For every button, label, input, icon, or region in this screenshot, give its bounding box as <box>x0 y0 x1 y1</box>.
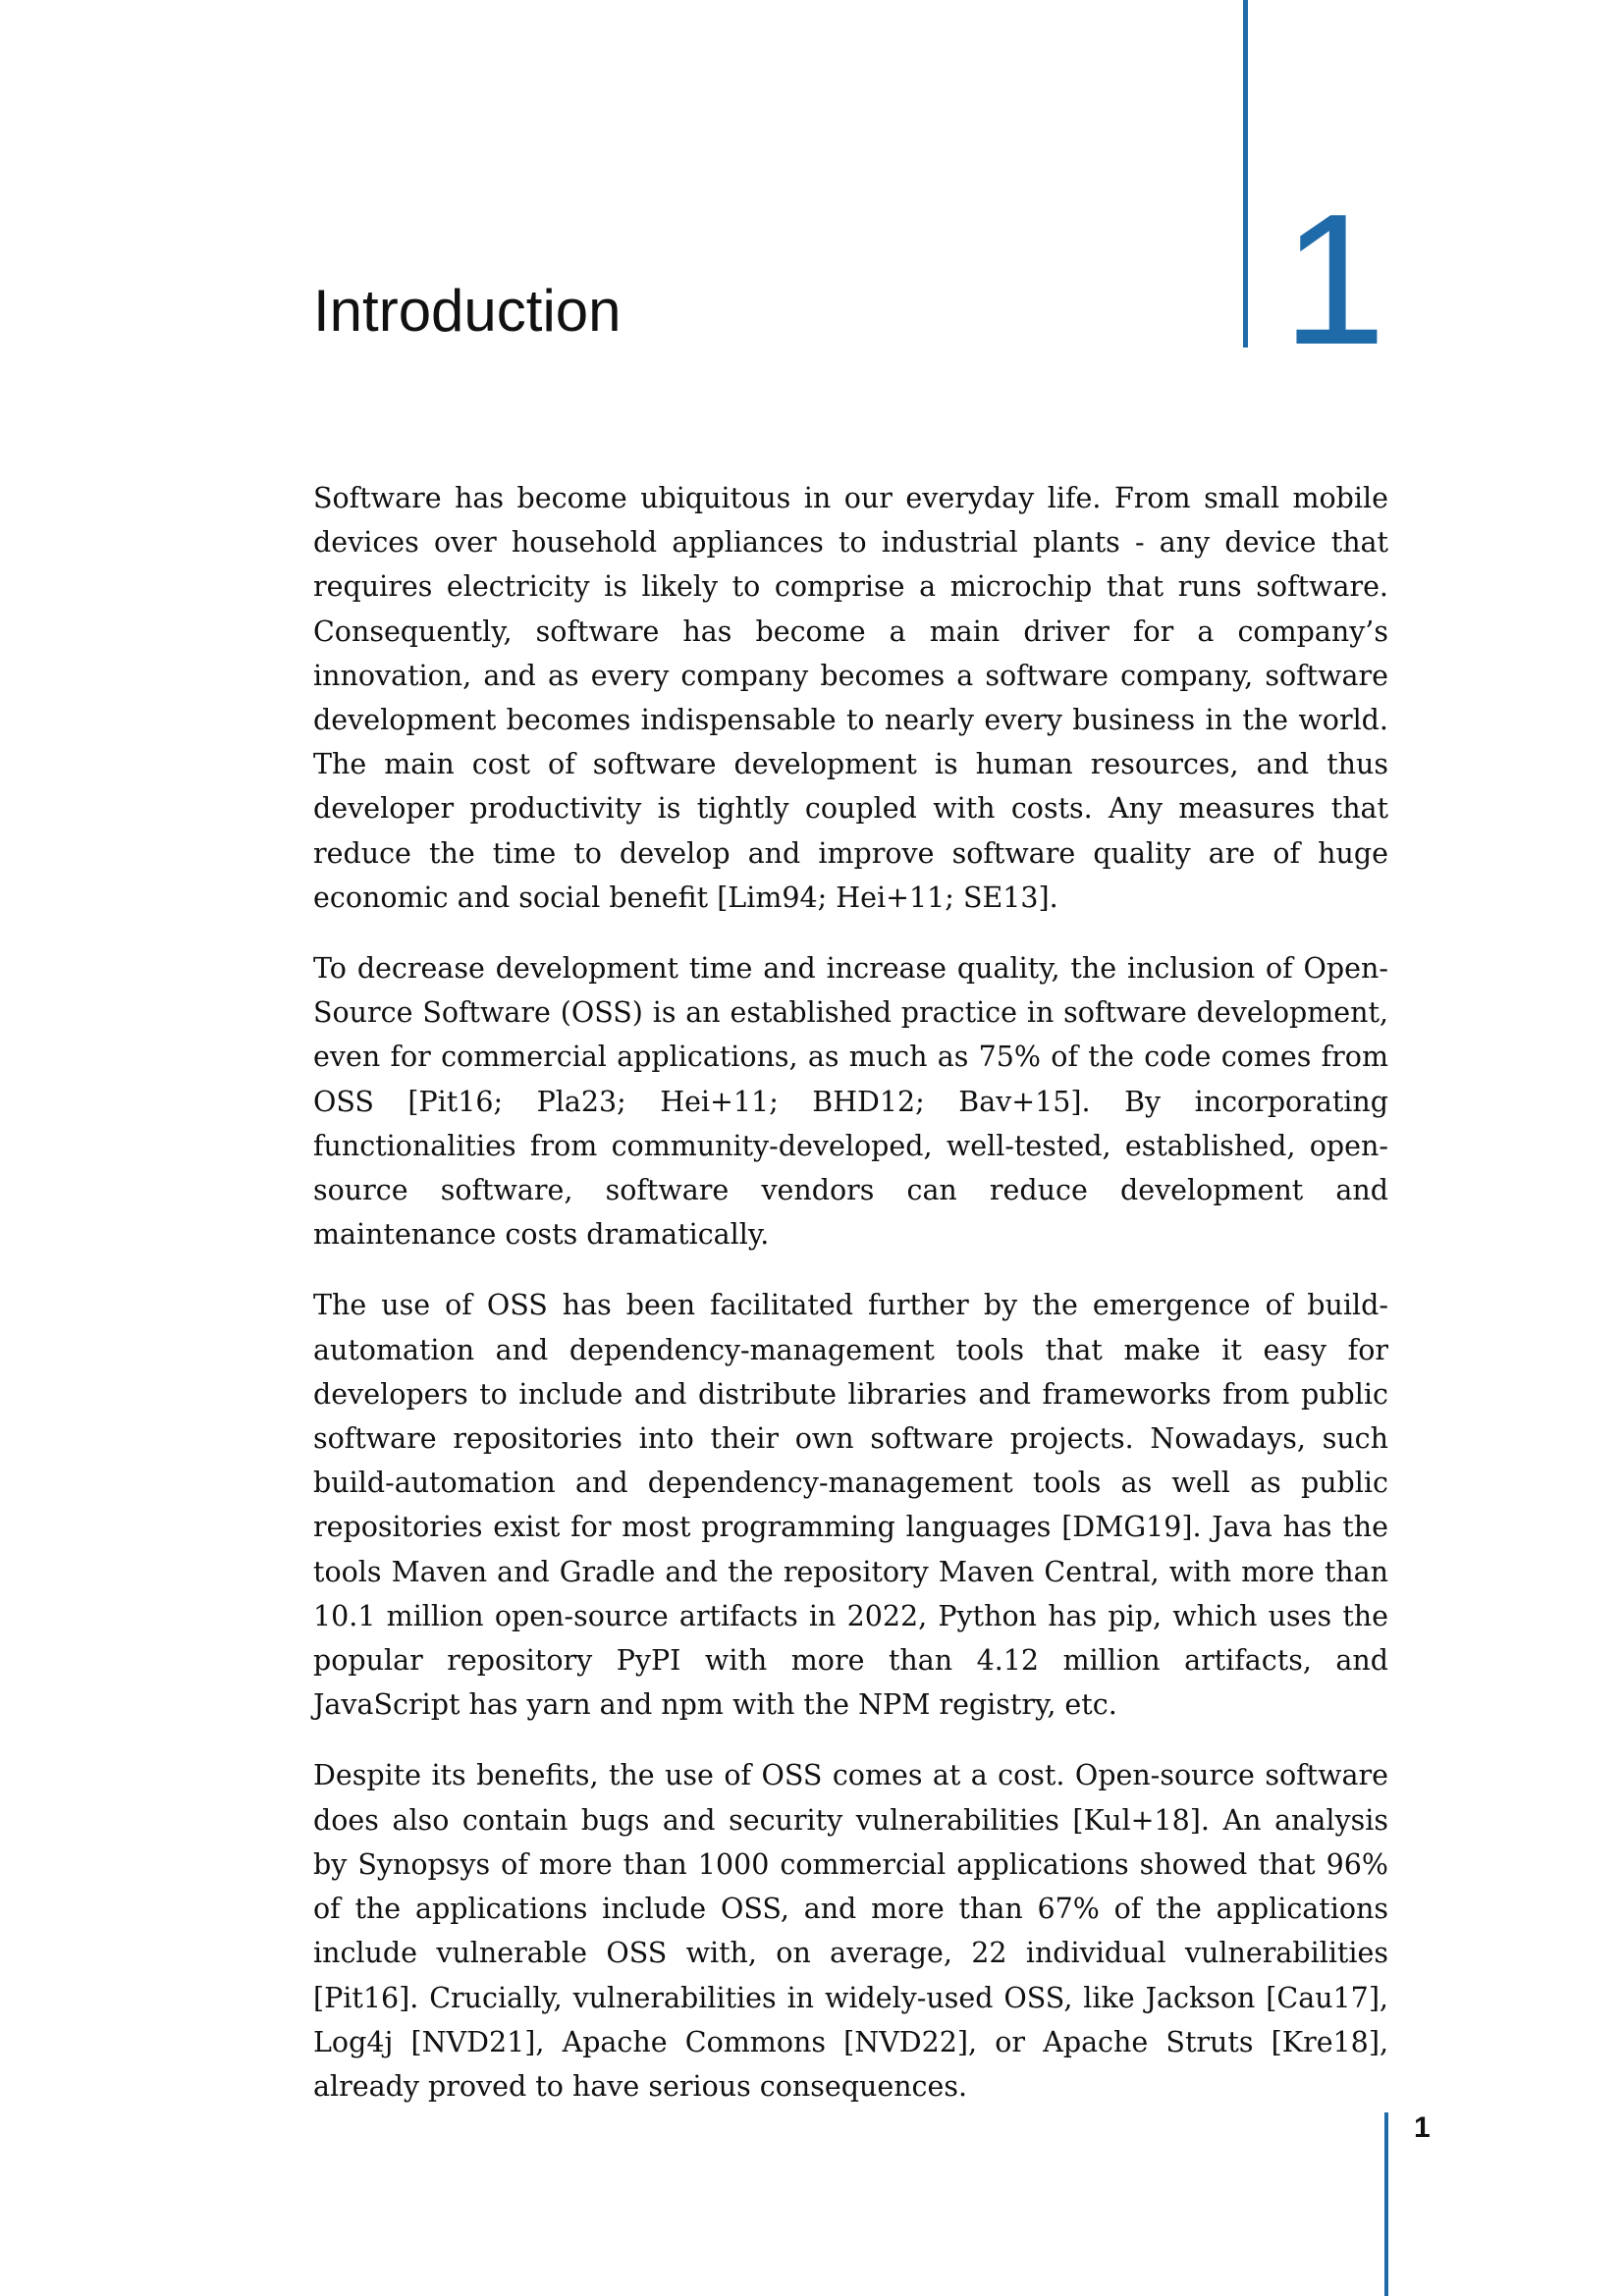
chapter-number: 1 <box>1282 176 1386 384</box>
page-number: 1 <box>1414 2111 1431 2144</box>
chapter-title: Introduction <box>313 278 622 344</box>
chapter-body <box>313 476 1388 2135</box>
paragraph-2: To decrease development time and increase quality, the inclusion of Open-Source Software (OSS) is an established practice in software development, even for commercial applications, as much as 75% of the code comes from OSS [Pit16; Pla23; Hei+11; BHD12; Bav+15]. By incorporating functionalities from community-developed, well-tested, established, open-source software, software vendors can reduce development and maintenance costs dramatically. <box>313 952 1388 1252</box>
paragraph-3: The use of OSS has been facilitated further by the emergence of build-automation and dependency-management tools that make it easy for developers to include and distribute libraries and frameworks from public software repositories into their own software projects. Nowadays, such build-automation and dependency-management tools as well as public repositories exist for most programming languages [DMG19]. Java has the tools Maven and Gradle and the repository Maven Central, with more than 10.1 million open-source artifacts in 2022, Python has pip, which uses the popular repository PyPI with more than 4.12 million artifacts, and JavaScript has yarn and npm with the NPM registry, etc. <box>313 1289 1388 1722</box>
footer-divider-rule <box>1384 2112 1388 2296</box>
paragraph-1: Software has become ubiquitous in our everyday life. From small mobile devices over household appliances to industrial plants - any device that requires electricity is likely to comprise a microchip that runs software. Consequently, software has become a main driver for a company’s innovation, and as every company becomes a software company, software development becomes indispensable to nearly every business in the world. The main cost of software development is human resources, and thus developer productivity is tightly coupled with costs. Any measures that reduce the time to develop and improve software quality are of huge economic and social benefit [Lim94; Hei+11; SE13]. <box>313 482 1388 914</box>
paragraph-4: Despite its benefits, the use of OSS comes at a cost. Open-source software does also contain bugs and security vulnerabilities [Kul+18]. An analysis by Synopsys of more than 1000 commercial applications showed that 96% of the applications include OSS, and more than 67% of the applications include vulnerable OSS with, on average, 22 individual vulnerabilities [Pit16]. Crucially, vulnerabilities in widely-used OSS, like Jackson [Cau17], Log4j [NVD21], Apache Commons [NVD22], or Apache Struts [Kre18], already proved to have serious consequences. <box>313 1759 1388 2103</box>
chapter-divider-rule <box>1243 0 1248 347</box>
